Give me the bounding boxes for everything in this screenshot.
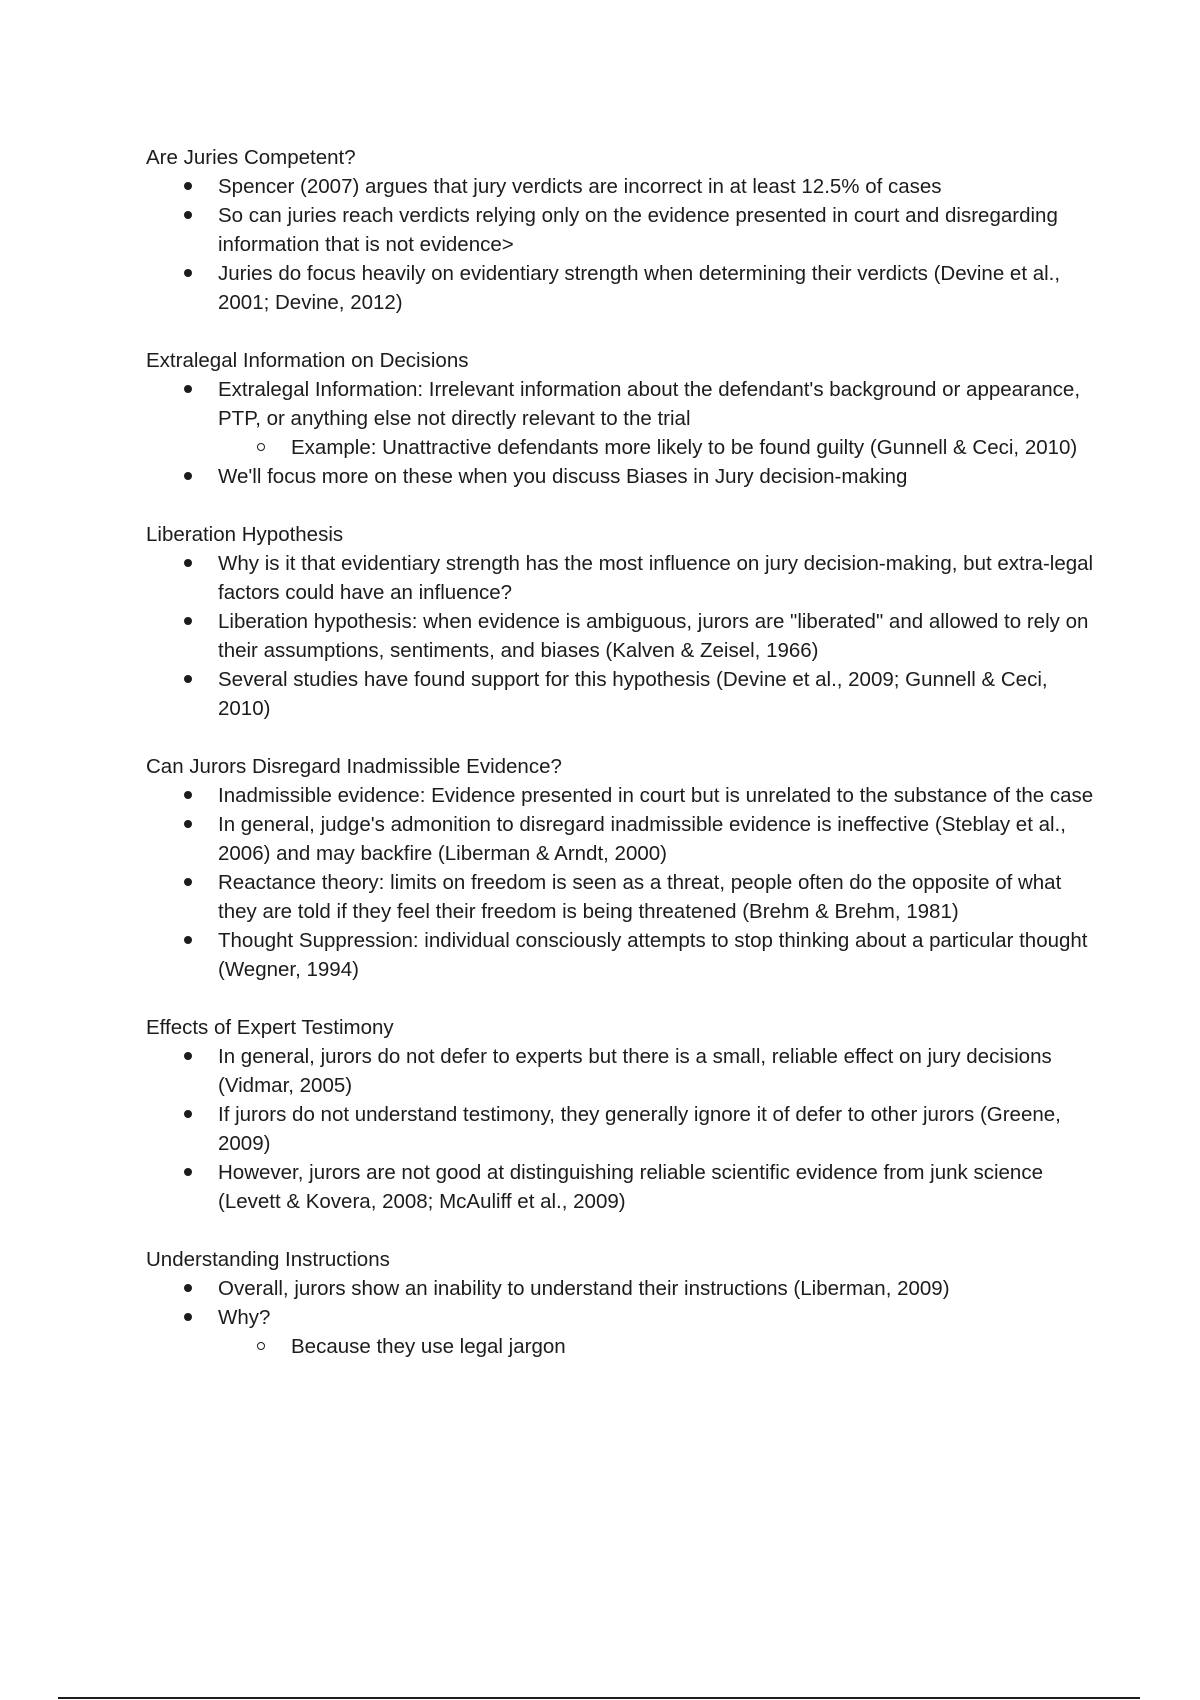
- section: [146, 1245, 1096, 1361]
- section: [146, 143, 1096, 317]
- list-item: [218, 1158, 1096, 1216]
- section: [146, 346, 1096, 491]
- bullet-list: [146, 1042, 1096, 1216]
- list-item-text: We'll focus more on these when you discuss Biases in Jury decision-making: [218, 465, 908, 488]
- bullet-list: [146, 549, 1096, 723]
- bullet-list: [146, 375, 1096, 491]
- list-item: [218, 462, 1096, 491]
- list-item-text: Liberation hypothesis: when evidence is ambiguous, jurors are "liberated" and allowed to rely on their assumptions, sentiments, and biases (Kalven & Zeisel, 1966): [218, 610, 1089, 662]
- list-item: [218, 607, 1096, 665]
- list-item-text: So can juries reach verdicts relying only on the evidence presented in court and disregarding information that is not evidence>: [218, 204, 1058, 256]
- bullet-list: [146, 1274, 1096, 1361]
- filled-bullet-icon: [183, 1158, 193, 1187]
- filled-bullet-icon: [183, 259, 193, 288]
- list-item: [218, 868, 1096, 926]
- section-heading: Extralegal Information on Decisions: [146, 349, 469, 372]
- list-item-text: In general, jurors do not defer to experts but there is a small, reliable effect on jury decisions (Vidmar, 2005): [218, 1045, 1052, 1097]
- notes-body: [146, 143, 1096, 1361]
- section: [146, 520, 1096, 723]
- sub-list-item-text: Because they use legal jargon: [291, 1335, 566, 1358]
- document-page: [146, 143, 1096, 1390]
- section: [146, 1013, 1096, 1216]
- sub-list-item-text: Example: Unattractive defendants more likely to be found guilty (Gunnell & Ceci, 2010): [291, 436, 1078, 459]
- filled-bullet-icon: [183, 1303, 193, 1332]
- list-item: [218, 172, 1096, 201]
- filled-bullet-icon: [183, 607, 193, 636]
- filled-bullet-icon: [183, 926, 193, 955]
- bullet-list: [146, 172, 1096, 317]
- filled-bullet-icon: [183, 868, 193, 897]
- filled-bullet-icon: [183, 810, 193, 839]
- section-heading: Effects of Expert Testimony: [146, 1016, 394, 1039]
- list-item: [218, 781, 1096, 810]
- list-item-text: Extralegal Information: Irrelevant information about the defendant's background or appearance, PTP, or anything else not directly relevant to the trial: [218, 378, 1081, 430]
- bullet-list: [146, 781, 1096, 984]
- list-item-text: Why is it that evidentiary strength has the most influence on jury decision-making, but extra-legal factors could have an influence?: [218, 552, 1094, 604]
- list-item: [218, 810, 1096, 868]
- section-heading: Are Juries Competent?: [146, 146, 356, 169]
- list-item: [218, 926, 1096, 984]
- list-item-text: Reactance theory: limits on freedom is seen as a threat, people often do the opposite of what they are told if they feel their freedom is being threatened (Brehm & Brehm, 1981): [218, 871, 1062, 923]
- list-item-text: Inadmissible evidence: Evidence presented in court but is unrelated to the substance of the case: [218, 784, 1094, 807]
- list-item-text: Several studies have found support for this hypothesis (Devine et al., 2009; Gunnell & Ceci, 2010): [218, 668, 1048, 720]
- list-item: [218, 549, 1096, 607]
- list-item: [218, 375, 1096, 462]
- list-item: [218, 1303, 1096, 1361]
- page-bottom-rule: [58, 1697, 1140, 1699]
- filled-bullet-icon: [183, 549, 193, 578]
- list-item-text: Juries do focus heavily on evidentiary strength when determining their verdicts (Devine et al., 2001; Devine, 2012): [218, 262, 1061, 314]
- filled-bullet-icon: [183, 201, 193, 230]
- filled-bullet-icon: [183, 462, 193, 491]
- sub-list-item: [291, 433, 1096, 462]
- list-item: [218, 1042, 1096, 1100]
- hollow-bullet-icon: [256, 1332, 266, 1361]
- list-item-text: Overall, jurors show an inability to understand their instructions (Liberman, 2009): [218, 1277, 950, 1300]
- sub-list-item: [291, 1332, 1096, 1361]
- sub-bullet-list: [218, 433, 1096, 462]
- filled-bullet-icon: [183, 1274, 193, 1303]
- filled-bullet-icon: [183, 1042, 193, 1071]
- list-item-text: However, jurors are not good at distinguishing reliable scientific evidence from junk science (Levett & Kovera, 2008; McAuliff et al., 2009): [218, 1161, 1043, 1213]
- section: [146, 752, 1096, 984]
- section-heading: Understanding Instructions: [146, 1248, 390, 1271]
- list-item: [218, 1100, 1096, 1158]
- filled-bullet-icon: [183, 665, 193, 694]
- hollow-bullet-icon: [256, 433, 266, 462]
- list-item: [218, 665, 1096, 723]
- section-heading: Can Jurors Disregard Inadmissible Evidence?: [146, 755, 562, 778]
- filled-bullet-icon: [183, 172, 193, 201]
- list-item: [218, 1274, 1096, 1303]
- list-item: [218, 259, 1096, 317]
- list-item-text: Spencer (2007) argues that jury verdicts are incorrect in at least 12.5% of cases: [218, 175, 942, 198]
- filled-bullet-icon: [183, 375, 193, 404]
- section-heading: Liberation Hypothesis: [146, 523, 344, 546]
- list-item-text: In general, judge's admonition to disregard inadmissible evidence is ineffective (Steblay et al., 2006) and may backfire (Liberman & Arndt, 2000): [218, 813, 1066, 865]
- filled-bullet-icon: [183, 1100, 193, 1129]
- list-item-text: If jurors do not understand testimony, they generally ignore it of defer to other jurors (Greene, 2009): [218, 1103, 1061, 1155]
- sub-bullet-list: [218, 1332, 1096, 1361]
- list-item-text: Thought Suppression: individual consciously attempts to stop thinking about a particular thought (Wegner, 1994): [218, 929, 1088, 981]
- list-item: [218, 201, 1096, 259]
- list-item-text: Why?: [218, 1306, 271, 1329]
- filled-bullet-icon: [183, 781, 193, 810]
